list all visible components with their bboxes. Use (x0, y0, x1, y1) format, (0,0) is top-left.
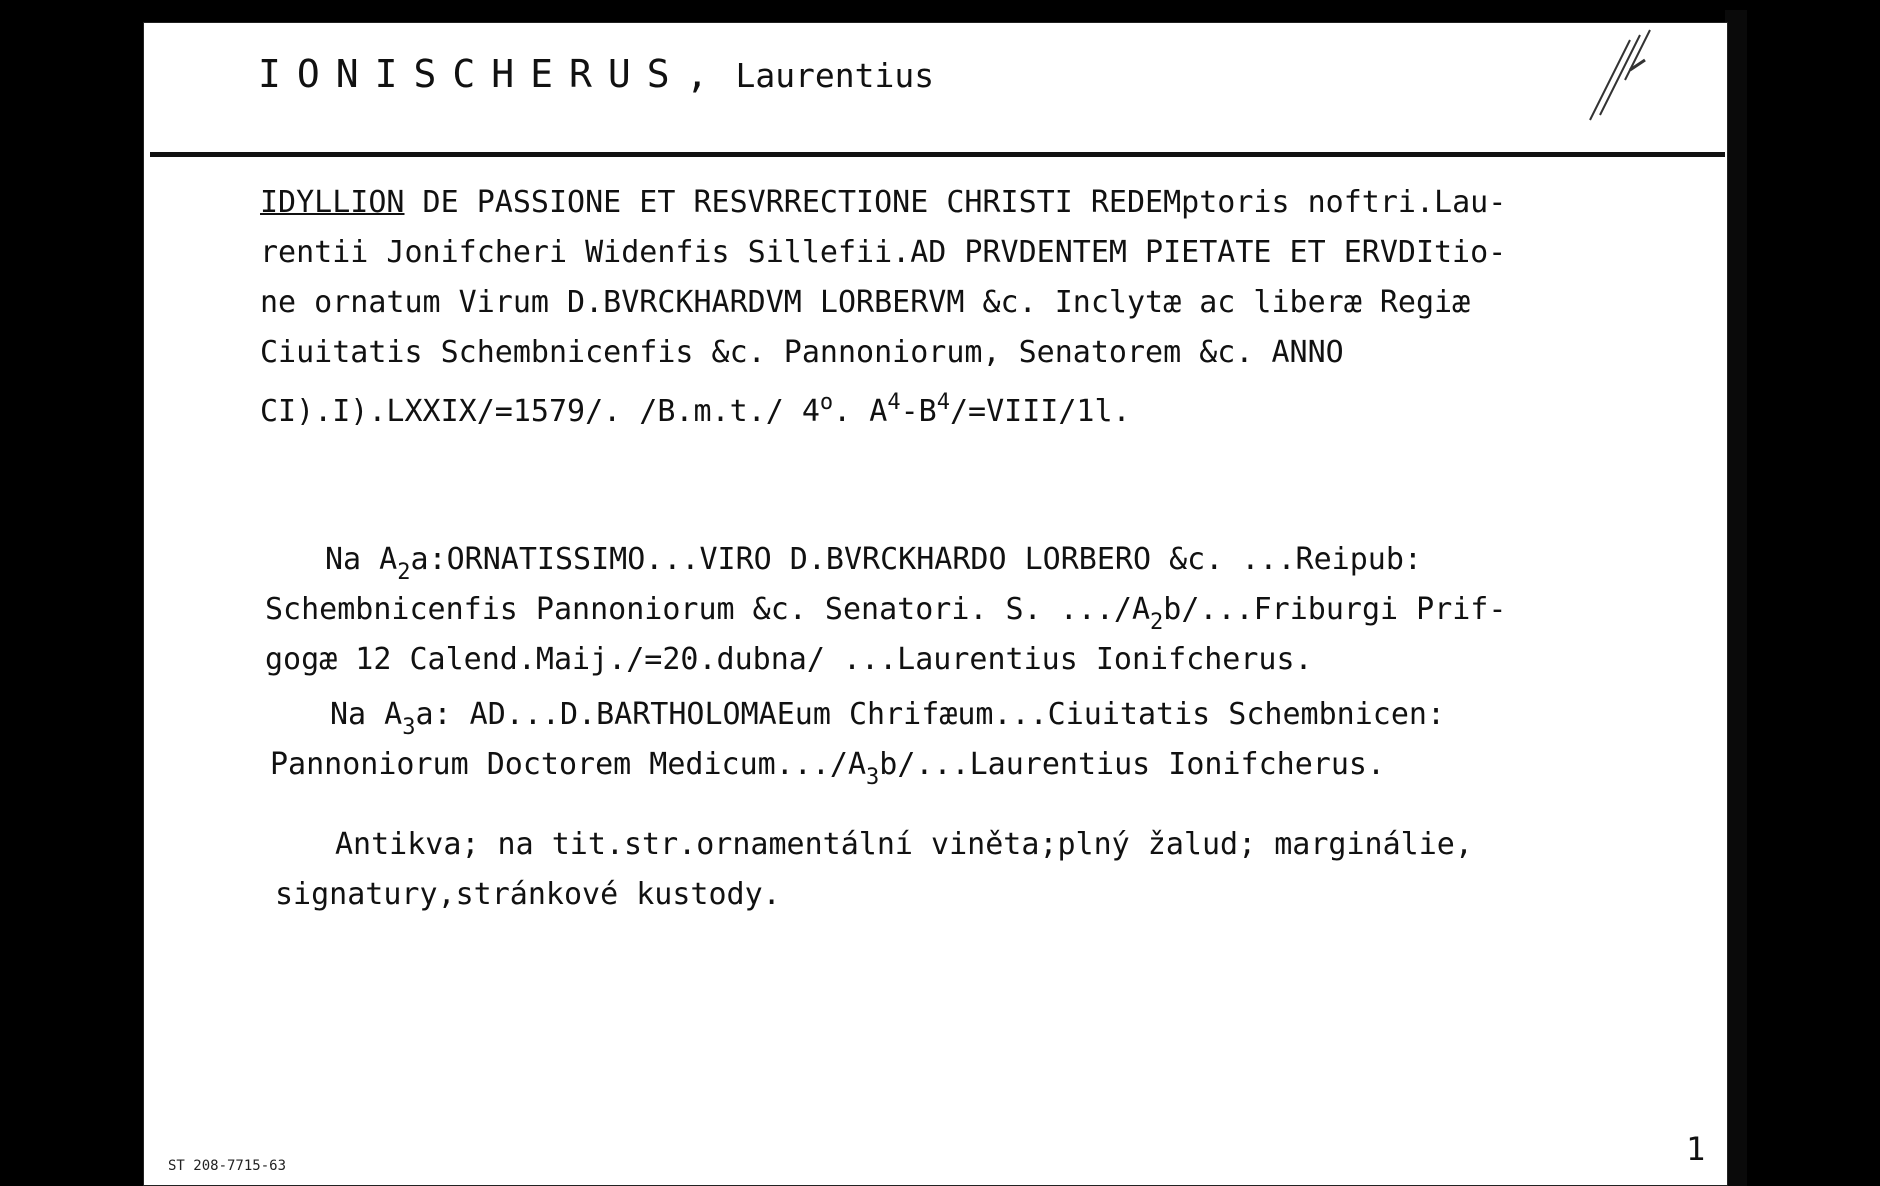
note2-text-a: Na A (330, 697, 403, 732)
note2-text-d: b/...Laurentius Ionifcherus. (879, 747, 1386, 782)
title-line-1-rest: DE PASSIONE ET RESVRRECTIONE CHRISTI REDEMptoris noftri.Lau- (404, 185, 1507, 220)
note2-text-b: a: AD...D.BARTHOLOMAEum Chrifæum...Ciuitatis Schembnicen: (415, 697, 1446, 732)
card-edge-shadow (1725, 10, 1747, 1186)
collation-sup-1: 4 (887, 390, 901, 415)
description-line-2: signatury,stránkové kustody. (275, 877, 781, 912)
title-line-1 (260, 178, 1660, 228)
note1-sub-a: 2 (397, 560, 411, 585)
imprint-text: CI).I).LXXIX/=1579/. /B.m.t./ 4 (260, 394, 820, 429)
heading-rule (150, 152, 1725, 157)
title-description (260, 178, 1660, 428)
card-heading (258, 52, 934, 96)
heading-separator: , (685, 52, 711, 96)
collation-mid: -B (900, 394, 937, 429)
note1-line-1 (265, 535, 1665, 585)
collation-end: /=VIII/1l. (949, 394, 1131, 429)
note1-line-3: gogæ 12 Calend.Maij./=20.dubna/ ...Laurentius Ionifcherus. (265, 642, 1313, 677)
note2-line-2 (270, 740, 1670, 790)
notes-block-1 (265, 535, 1665, 685)
notes-block-2 (270, 690, 1670, 790)
note2-text-c: Pannoniorum Doctorem Medicum.../A (270, 747, 867, 782)
card-number: 1 (1686, 1130, 1706, 1168)
title-line-2: rentii Jonifcheri Widenfis Sillefii.AD PRVDENTEM PIETATE ET ERVDItio- (260, 235, 1507, 270)
title-first-word: IDYLLION (260, 185, 405, 220)
physical-description (275, 820, 1675, 920)
note2-line-1 (270, 690, 1670, 740)
note1-text-a: Na A (325, 542, 398, 577)
title-line-3: ne ornatum Virum D.BVRCKHARDVM LORBERVM &c. Inclytæ ac liberæ Regiæ (260, 285, 1471, 320)
note1-text-c: Schembnicenfis Pannoniorum &c. Senatori. S. .../A (265, 592, 1151, 627)
pencil-marks (1570, 20, 1660, 130)
format-degree: o (819, 390, 834, 415)
note2-sub-a: 3 (402, 715, 416, 740)
form-code: ST 208-7715-63 (168, 1158, 287, 1174)
note1-text-b: a:ORNATISSIMO...VIRO D.BVRCKHARDO LORBERO &c. ...Reipub: (410, 542, 1422, 577)
collation-start: . A (833, 394, 888, 429)
collation-sup-2: 4 (936, 390, 950, 415)
heading-given-name: Laurentius (735, 56, 935, 95)
note1-sub-b: 2 (1150, 610, 1164, 635)
title-line-4: Ciuitatis Schembnicenfis &c. Pannoniorum, Senatorem &c. ANNO (260, 335, 1344, 370)
title-line-5 (260, 378, 1660, 428)
note2-sub-b: 3 (866, 765, 880, 790)
note1-text-d: b/...Friburgi Prif- (1163, 592, 1507, 627)
description-line-1: Antikva; na tit.str.ornamentální viněta;plný žalud; marginálie, (335, 827, 1473, 862)
note1-line-2 (265, 585, 1665, 635)
heading-surname: IONISCHERUS (258, 52, 686, 96)
